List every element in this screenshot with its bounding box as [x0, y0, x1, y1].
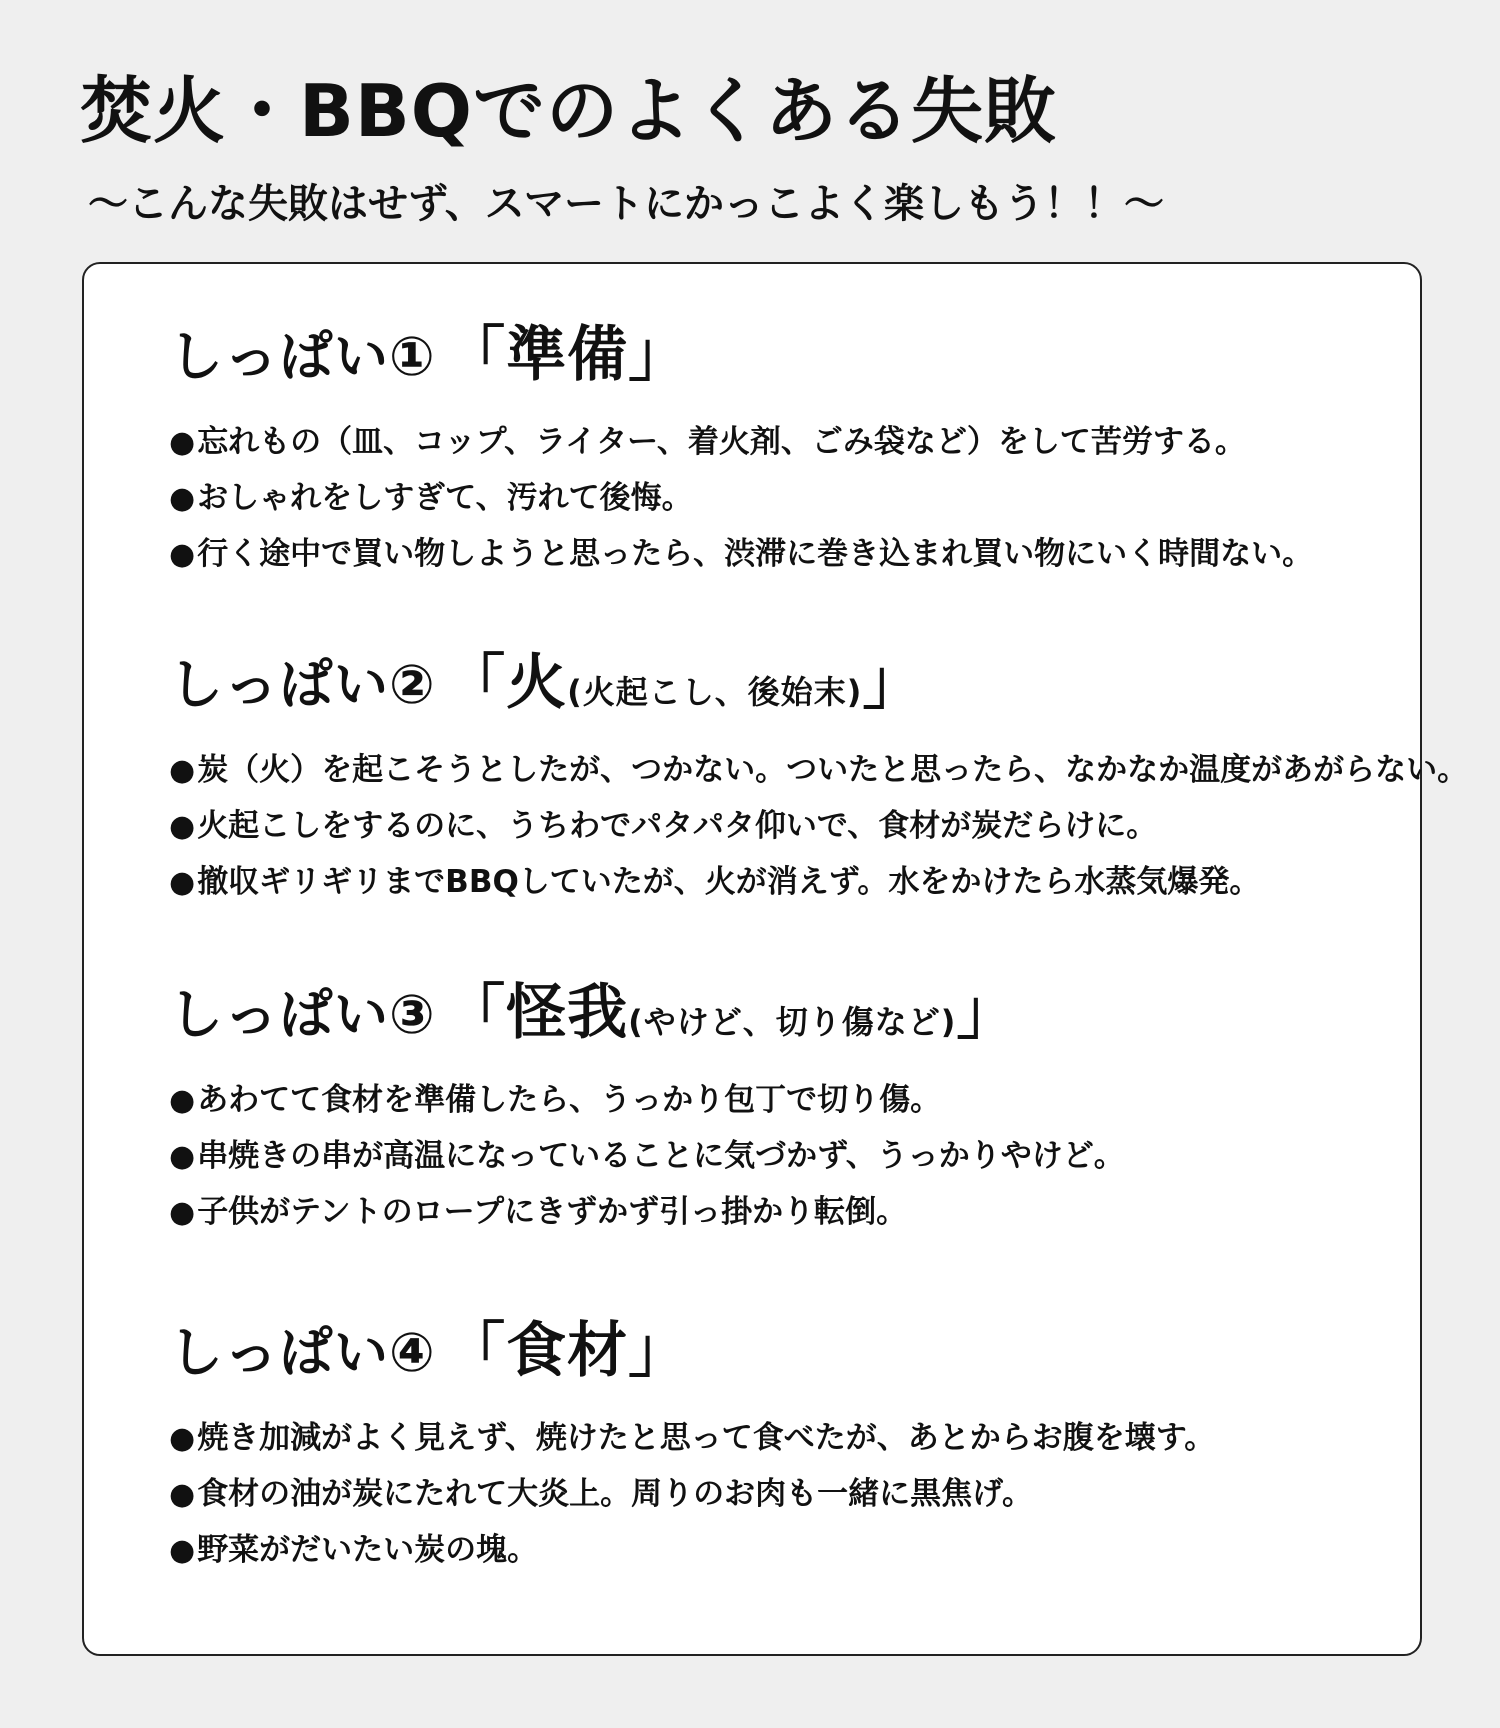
- bracket-open: 「: [445, 320, 507, 390]
- section-food: [169, 1318, 1369, 1578]
- bullet-icon: ●: [169, 1533, 196, 1568]
- section-injury: [169, 980, 1369, 1240]
- section-topic: 準備: [506, 320, 629, 390]
- list-item: [169, 1072, 1369, 1128]
- item-text: 忘れもの（皿、コップ、ライター、着火剤、ごみ袋など）をして苦労する。: [197, 424, 1246, 460]
- item-text: 炭（火）を起こそうとしたが、つかない。ついたと思ったら、なかなか温度があがらない。: [197, 752, 1469, 788]
- failure-list: [169, 1072, 1369, 1240]
- section-number: しっぱい③: [169, 983, 436, 1046]
- section-heading: [169, 1318, 1369, 1384]
- bracket-close: 」: [628, 1316, 690, 1386]
- content-card: [82, 262, 1469, 1656]
- bullet-icon: ●: [169, 809, 196, 844]
- item-text: 行く途中で買い物しようと思ったら、渋滞に巻き込まれ買い物にいく時間ない。: [197, 536, 1314, 572]
- bracket-open: 「: [445, 648, 507, 718]
- bullet-icon: ●: [169, 1083, 196, 1118]
- list-item: [169, 1410, 1369, 1466]
- section-heading: [169, 980, 1369, 1046]
- section-preparation: [169, 322, 1369, 582]
- item-text: 野菜がだいたい炭の塊。: [197, 1532, 539, 1568]
- item-text: 串焼きの串が高温になっていることに気づかず、うっかりやけど。: [197, 1138, 1125, 1174]
- list-item: [169, 526, 1369, 582]
- bullet-icon: ●: [169, 537, 196, 572]
- section-number: しっぱい④: [169, 1321, 436, 1384]
- bullet-icon: ●: [169, 1139, 196, 1174]
- bracket-close: 」: [862, 648, 924, 718]
- section-fire: [169, 648, 1469, 910]
- section-topic: 怪我: [506, 978, 629, 1048]
- list-item: [169, 1184, 1369, 1240]
- failure-list: [169, 1410, 1369, 1578]
- list-item: [169, 798, 1369, 854]
- page-subtitle: 〜こんな失敗はせず、スマートにかっこよく楽しもう！！〜: [88, 181, 1164, 227]
- section-heading: [169, 650, 1369, 716]
- section-topic-detail: (火起こし、後始末): [567, 673, 863, 711]
- bullet-icon: ●: [169, 1195, 196, 1230]
- section-topic: 食材: [506, 1316, 629, 1386]
- list-item: [169, 1466, 1369, 1522]
- bullet-icon: ●: [169, 865, 196, 900]
- failure-list: [169, 742, 1469, 910]
- bullet-icon: ●: [169, 1477, 196, 1512]
- bracket-open: 「: [445, 1316, 507, 1386]
- bracket-open: 「: [445, 978, 507, 1048]
- section-heading: [169, 322, 1369, 388]
- item-text: 撤収ギリギリまでBBQしていたが、火が消えず。水をかけたら水蒸気爆発。: [197, 864, 1261, 900]
- bullet-icon: ●: [169, 481, 196, 516]
- bullet-icon: ●: [169, 425, 196, 460]
- item-text: 火起こしをするのに、うちわでパタパタ仰いで、食材が炭だらけに。: [197, 808, 1158, 844]
- item-text: 子供がテントのロープにきずかず引っ掛かり転倒。: [197, 1194, 908, 1230]
- item-text: 食材の油が炭にたれて大炎上。周りのお肉も一緒に黒焦げ。: [197, 1476, 1033, 1512]
- item-text: おしゃれをしすぎて、汚れて後悔。: [197, 480, 693, 516]
- list-item: [169, 742, 1469, 798]
- section-number: しっぱい②: [169, 653, 436, 716]
- bullet-icon: ●: [169, 753, 196, 788]
- list-item: [169, 470, 1369, 526]
- page-title: 焚火・BBQでのよくある失敗: [80, 69, 1057, 153]
- item-text: あわてて食材を準備したら、うっかり包丁で切り傷。: [197, 1082, 942, 1118]
- bracket-close: 」: [956, 978, 1018, 1048]
- list-item: [169, 854, 1369, 910]
- bullet-icon: ●: [169, 1421, 196, 1456]
- section-number: しっぱい①: [169, 325, 436, 388]
- section-topic: 火: [506, 648, 568, 718]
- failure-list: [169, 414, 1369, 582]
- section-topic-detail: (やけど、切り傷など): [628, 1003, 957, 1041]
- list-item: [169, 1128, 1369, 1184]
- item-text: 焼き加減がよく見えず、焼けたと思って食べたが、あとからお腹を壊す。: [197, 1420, 1216, 1456]
- list-item: [169, 414, 1369, 470]
- list-item: [169, 1522, 1369, 1578]
- bracket-close: 」: [628, 320, 690, 390]
